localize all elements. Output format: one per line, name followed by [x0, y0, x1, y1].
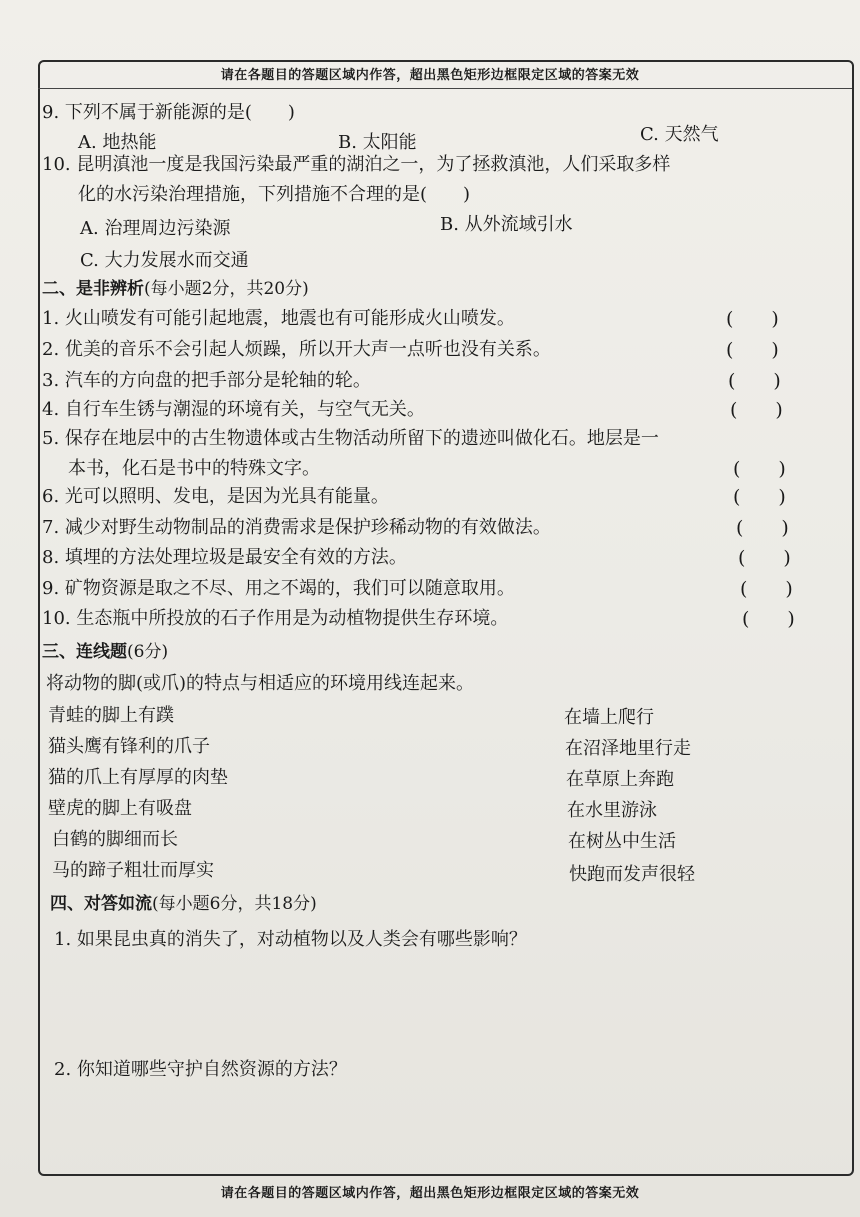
section-judge-heading	[42, 276, 309, 302]
match-left-item[interactable]: 猫的爪上有厚厚的肉垫	[48, 767, 228, 788]
judge-item: 本书，化石是书中的特殊文字。	[68, 458, 320, 479]
judge-answer-blank[interactable]: ( )	[733, 486, 786, 508]
match-right-item[interactable]: 在树丛中生活	[568, 831, 676, 852]
match-right-item[interactable]: 在墙上爬行	[564, 707, 654, 728]
section-qa-heading	[50, 891, 317, 917]
match-left-item[interactable]: 青蛙的脚上有蹼	[48, 705, 174, 726]
judge-item: 3. 汽车的方向盘的把手部分是轮轴的轮。	[42, 370, 371, 391]
q9-option-c: C. 天然气	[640, 124, 719, 145]
judge-item: 5. 保存在地层中的古生物遗体或古生物活动所留下的遗迹叫做化石。地层是一	[42, 428, 659, 449]
judge-answer-blank[interactable]: ( )	[730, 399, 783, 421]
match-right-item[interactable]: 在沼泽地里行走	[565, 738, 691, 759]
section-judge-note: (每小题2分，共20分)	[144, 279, 309, 299]
judge-item: 4. 自行车生锈与潮湿的环境有关，与空气无关。	[42, 399, 425, 420]
section-qa-title: 四、对答如流	[50, 894, 152, 914]
judge-item: 6. 光可以照明、发电，是因为光具有能量。	[42, 486, 389, 507]
judge-item: 10. 生态瓶中所投放的石子作用是为动植物提供生存环境。	[42, 608, 509, 629]
section-match-note: (6分)	[127, 642, 169, 662]
notice-divider	[38, 88, 852, 89]
judge-answer-blank[interactable]: ( )	[736, 517, 789, 539]
section-judge-title: 二、是非辨析	[42, 279, 144, 299]
match-right-item[interactable]: 快跑而发声很轻	[569, 864, 695, 885]
match-left-item[interactable]: 白鹤的脚细而长	[52, 829, 178, 850]
q10-option-b: B. 从外流域引水	[440, 214, 573, 235]
judge-answer-blank[interactable]: ( )	[742, 608, 795, 630]
judge-item: 1. 火山喷发有可能引起地震，地震也有可能形成火山喷发。	[42, 308, 515, 329]
q9-option-a: A. 地热能	[78, 132, 157, 153]
judge-answer-blank[interactable]: ( )	[733, 458, 786, 480]
qa-question-2: 2. 你知道哪些守护自然资源的方法？	[54, 1059, 347, 1080]
judge-item: 9. 矿物资源是取之不尽、用之不竭的，我们可以随意取用。	[42, 578, 515, 599]
judge-answer-blank[interactable]: ( )	[738, 547, 791, 569]
bottom-notice: 请在各题目的答题区域内作答，超出黑色矩形边框限定区域的答案无效	[220, 1186, 640, 1201]
q10-stem-1: 10. 昆明滇池一度是我国污染最严重的湖泊之一，为了拯救滇池，人们采取多样	[42, 154, 671, 175]
judge-answer-blank[interactable]: ( )	[740, 578, 793, 600]
match-left-item[interactable]: 壁虎的脚上有吸盘	[48, 798, 192, 819]
section-qa-note: (每小题6分，共18分)	[152, 894, 317, 914]
judge-answer-blank[interactable]: ( )	[728, 370, 781, 392]
judge-item: 2. 优美的音乐不会引起人烦躁，所以开大声一点听也没有关系。	[42, 339, 551, 360]
match-instruction: 将动物的脚(或爪)的特点与相适应的环境用线连起来。	[46, 673, 475, 694]
match-left-item[interactable]: 猫头鹰有锋利的爪子	[48, 736, 210, 757]
judge-answer-blank[interactable]: ( )	[726, 308, 779, 330]
judge-item: 7. 减少对野生动物制品的消费需求是保护珍稀动物的有效做法。	[42, 517, 551, 538]
top-notice: 请在各题目的答题区域内作答，超出黑色矩形边框限定区域的答案无效	[220, 68, 640, 83]
q9-stem: 9. 下列不属于新能源的是( )	[42, 102, 295, 123]
q9-option-b: B. 太阳能	[338, 132, 417, 153]
qa-question-1: 1. 如果昆虫真的消失了，对动植物以及人类会有哪些影响？	[54, 929, 527, 950]
judge-answer-blank[interactable]: ( )	[726, 339, 779, 361]
match-left-item[interactable]: 马的蹄子粗壮而厚实	[52, 860, 214, 881]
section-match-title: 三、连线题	[42, 642, 127, 662]
match-right-item[interactable]: 在水里游泳	[567, 800, 657, 821]
q10-stem-2: 化的水污染治理措施，下列措施不合理的是( )	[78, 184, 471, 205]
section-match-heading	[42, 639, 168, 665]
judge-item: 8. 填埋的方法处理垃圾是最安全有效的方法。	[42, 547, 407, 568]
q10-option-c: C. 大力发展水而交通	[80, 250, 249, 271]
match-right-item[interactable]: 在草原上奔跑	[566, 769, 674, 790]
q10-option-a: A. 治理周边污染源	[80, 218, 231, 239]
